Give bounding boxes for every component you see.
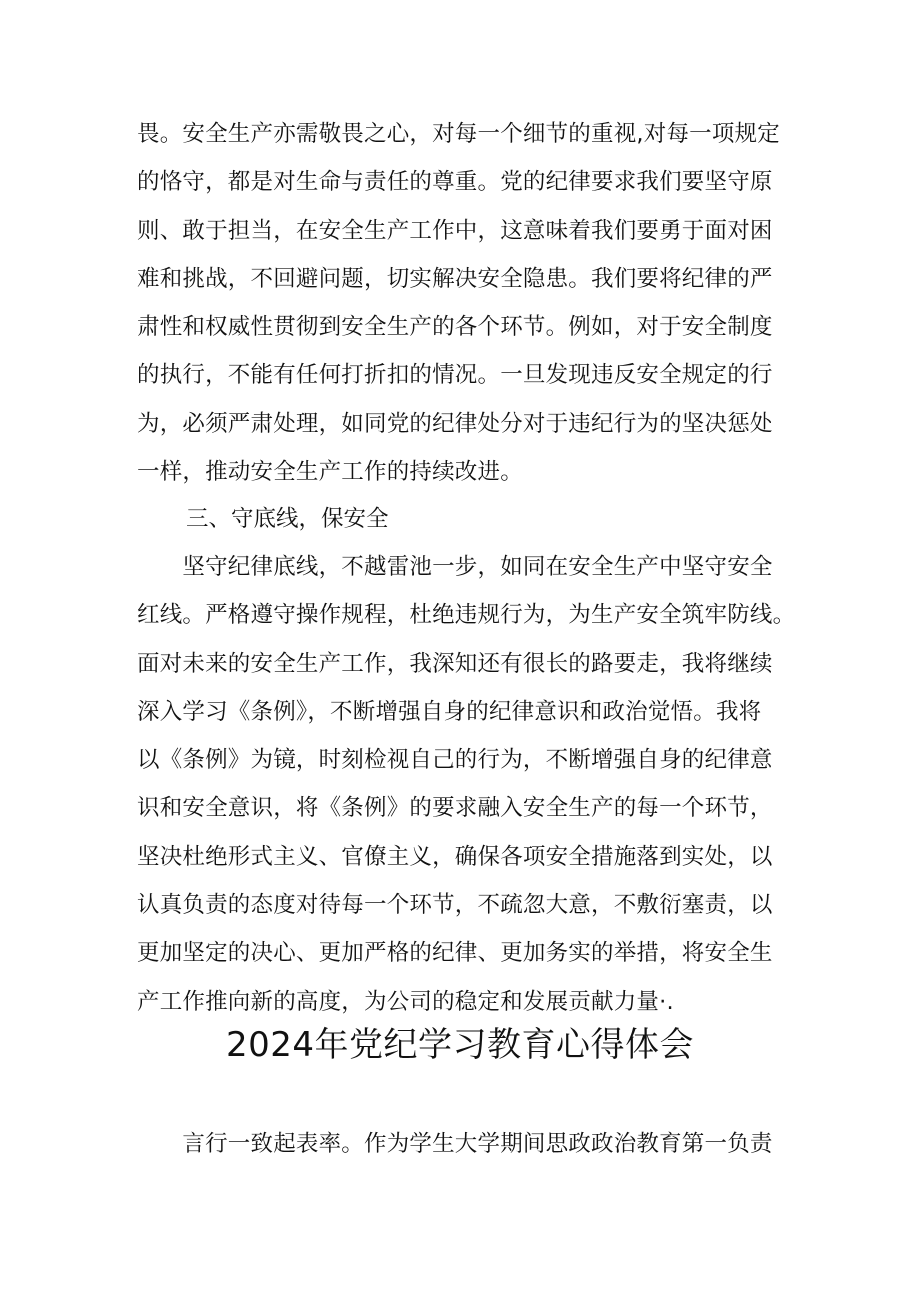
section-heading: 三、守底线，保安全 [186, 506, 389, 532]
body-paragraph-3: 言行一致起表率。作为学生大学期间思政政治教育第一负责 [137, 1131, 773, 1157]
document-title: 2024年党纪学习教育心得体会 [225, 1025, 695, 1065]
body-paragraph-1: 畏。安全生产亦需敬畏之心，对每一个细节的重视,对每一项规定 的恪守，都是对生命与责任的尊重。党的纪律要求我们要坚守原 则、敢于担当，在安全生产工作中，这意味着我们要勇于面对困 难和挑战，不回避问题，切实解决安全隐患。我们要将纪律的严 肃性和权威性贯彻到安全生产的各个环节。例如，对于安全制度 的执行，不能有任何打折扣的情况。一旦发现违反安全规定的行 为，必须严肃处理，如同党的纪律处分对于违纪行为的坚决惩处 一样，推动安全生产工作的持续改进。 [137, 121, 780, 486]
body-paragraph-2: 坚守纪律底线，不越雷池一步，如同在安全生产中坚守安全 红线。严格遵守操作规程，杜绝违规行为，为生产安全筑牢防线。 面对未来的安全生产工作，我深知还有很长的路要走，我将继续 深入学习《条例》，不断增强自身的纪律意识和政治觉悟。我将 以《条例》为镜，时刻检视自己的行为，不断增强自身的纪律意 识和安全意识，将《条例》的要求融入安全生产的每一个环节， 坚决杜绝形式主义、官僚主义，确保各项安全措施落到实处，以 认真负责的态度对待每一个环节，不疏忽大意，不敷衍塞责，以 更加坚定的决心、更加严格的纪律、更加务实的举措，将安全生 产工作推向新的高度，为公司的稳定和发展贡献力量·. [137, 554, 796, 1015]
